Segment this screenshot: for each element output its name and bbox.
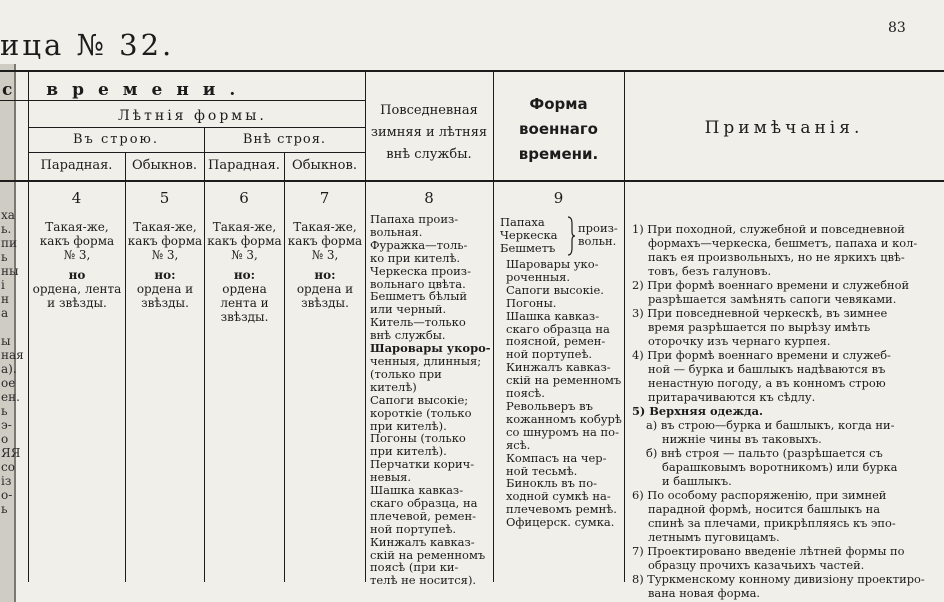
fragment-line: со bbox=[1, 460, 15, 474]
col6-line: звѣзды. bbox=[220, 310, 269, 324]
col9-line: Шашка кавказ- bbox=[506, 308, 600, 323]
col6-line: какъ форма bbox=[207, 234, 282, 248]
col-number-9: 9 bbox=[553, 189, 564, 207]
col6-line: № 3, bbox=[231, 248, 258, 262]
col8-line: скій на ременномъ bbox=[370, 547, 486, 562]
col-parade-1-header: Парадная. bbox=[40, 158, 113, 173]
col4-line: но bbox=[68, 268, 86, 282]
fragment-line: а). bbox=[1, 362, 17, 376]
top-rule bbox=[0, 70, 944, 72]
col8-line: Китель—только bbox=[370, 315, 466, 330]
col8-line: при кителѣ). bbox=[370, 418, 447, 433]
out-ranks-header: Внѣ строя. bbox=[242, 132, 327, 147]
col8-line: при кителѣ). bbox=[370, 444, 447, 459]
col9-line: Шаровары уко- bbox=[506, 257, 599, 271]
note-line: оторочку изъ чернаго курпея. bbox=[648, 334, 831, 348]
fragment-line: ы bbox=[1, 334, 11, 348]
note-line: б) внѣ строя — пальто (разрѣшается съ bbox=[646, 446, 883, 460]
col8-line: Бешметъ бѣлый bbox=[370, 289, 468, 304]
fragment-line: ь. bbox=[1, 222, 12, 236]
col8-line: вольнаго цвѣта. bbox=[370, 276, 466, 291]
col-ordinary-1-header: Обыкнов. bbox=[132, 158, 197, 173]
col9-line: Кинжалъ кавказ- bbox=[506, 360, 611, 375]
col9-line: Офицерск. сумка. bbox=[506, 515, 615, 530]
col8-line: (только при кителѣ) bbox=[370, 366, 442, 394]
note-line: 6) По особому распоряженію, при зимней bbox=[632, 488, 887, 502]
summer-forms-header: Лѣтнія формы. bbox=[118, 108, 267, 124]
col8-line: Кинжалъ кавказ- bbox=[370, 534, 475, 549]
col5-line: но: bbox=[154, 268, 176, 282]
col8-line: скаго образца, на bbox=[370, 495, 478, 510]
col9-line: ной тесьмѣ. bbox=[506, 463, 578, 478]
col8-line: поясѣ (при ки- bbox=[370, 560, 459, 575]
table-title: ица № 32. bbox=[0, 28, 175, 62]
col4-line: № 3, bbox=[63, 248, 91, 262]
note-line: нижніе чины въ таковыхъ. bbox=[662, 432, 822, 446]
col5-content bbox=[127, 220, 203, 310]
col9-brace-items bbox=[500, 216, 570, 255]
col8-line: короткіе (только bbox=[370, 405, 472, 420]
col8-line: вольная. bbox=[370, 224, 423, 239]
fragment-line: ь bbox=[1, 404, 8, 418]
fragment-line: ое bbox=[1, 376, 16, 390]
col4-line: Такая-же, bbox=[45, 220, 109, 234]
col6-line: ордена bbox=[222, 282, 267, 296]
col9-header bbox=[493, 92, 624, 167]
fragment-line: ЯЯ bbox=[1, 446, 21, 460]
fragment-line: о- bbox=[1, 488, 13, 502]
left-margin-fragments bbox=[1, 208, 27, 516]
col8-content bbox=[370, 213, 492, 587]
note-line: 1) При походной, служебной и повседневной bbox=[632, 222, 905, 236]
note-line: летнымъ пуговицамъ. bbox=[648, 530, 780, 544]
col9-line: скаго образца на bbox=[506, 321, 610, 336]
fragment-line: ен. bbox=[1, 390, 20, 404]
col9-header-line: Форма bbox=[529, 95, 588, 113]
col7-content bbox=[286, 220, 364, 310]
col7-line: Такая-же, bbox=[293, 220, 357, 234]
col8-line: Погоны (только bbox=[370, 431, 466, 446]
col8-line: внѣ службы. bbox=[370, 328, 446, 343]
ranks-rule bbox=[28, 152, 365, 153]
col7-line: звѣзды. bbox=[301, 296, 349, 310]
col9-line: Компасъ на чер- bbox=[506, 450, 607, 465]
col7-line: но: bbox=[314, 268, 336, 282]
col-parade-2-header: Парадная. bbox=[208, 158, 280, 173]
fragment-line: э- bbox=[1, 418, 12, 432]
col6-line: лента и bbox=[220, 296, 269, 310]
col9-header-line: военнаго bbox=[519, 120, 598, 138]
col8-line: Фуражка—толь- bbox=[370, 237, 468, 252]
col9-line: ной портупеѣ. bbox=[506, 347, 593, 362]
fragment-line: ны bbox=[1, 264, 19, 278]
col9-line: Погоны. bbox=[506, 295, 557, 310]
section-title: с времени. bbox=[2, 80, 250, 100]
fragment-line: із bbox=[1, 474, 12, 488]
col9-brace-note-line: произ- bbox=[578, 221, 618, 235]
note-line: пакъ ея произвольныхъ, но не яркихъ цвѣ- bbox=[648, 250, 905, 264]
col9-line: со шнуромъ на по- bbox=[506, 424, 619, 439]
col7-line: ордена и bbox=[296, 282, 354, 296]
col9-line: поясной, ремен- bbox=[506, 334, 606, 349]
col8-line: Папаха произ- bbox=[370, 212, 459, 226]
col-number-6: 6 bbox=[239, 189, 249, 207]
note-line: 3) При повседневной черкескѣ, въ зимнее bbox=[632, 306, 888, 320]
col8-line: ченныя, длинныя; bbox=[370, 353, 482, 368]
col5-line: № 3, bbox=[151, 248, 179, 262]
col5-line: звѣзды. bbox=[141, 296, 189, 310]
col8-header-line: Повседневная bbox=[380, 103, 478, 118]
fragment-line: н bbox=[1, 292, 9, 306]
col8-line: Шаровары укоро- bbox=[370, 341, 491, 356]
note-line: 8) Туркменскому конному дивизіону проектиро- bbox=[632, 572, 925, 586]
col-rule-a bbox=[28, 72, 29, 582]
col8-line: Перчатки корич- bbox=[370, 457, 475, 472]
col9-brace-note-line: вольн. bbox=[578, 234, 617, 248]
col8-line: Шашка кавказ- bbox=[370, 483, 464, 498]
section-rule bbox=[0, 100, 365, 101]
fragment-line: пи bbox=[1, 236, 17, 250]
col8-line: или черный. bbox=[370, 302, 447, 317]
col9-brace-note bbox=[578, 222, 624, 248]
fragment-line: ь bbox=[1, 502, 8, 516]
col9-brace-item: Папаха bbox=[500, 215, 545, 229]
col9-line: Револьверъ въ bbox=[506, 398, 593, 413]
col5-line: какъ форма bbox=[127, 234, 203, 248]
note-line: и башлыкъ. bbox=[662, 474, 732, 488]
fragment-line: ная bbox=[1, 348, 24, 362]
col4-content bbox=[30, 220, 124, 310]
note-line: формахъ—черкеска, бешметъ, папаха и кол- bbox=[648, 236, 918, 250]
notes-content bbox=[632, 222, 942, 600]
note-line: спинѣ за плечами, прикрѣпляясь къ эпо- bbox=[648, 516, 896, 530]
col7-line: какъ форма bbox=[287, 234, 363, 248]
col9-line: ясѣ. bbox=[506, 437, 531, 452]
col-rule-b bbox=[125, 152, 126, 582]
col-number-8: 8 bbox=[424, 189, 434, 207]
col9-brace-mark bbox=[566, 216, 576, 256]
col7-line: № 3, bbox=[311, 248, 339, 262]
col9-line: роченныя. bbox=[506, 269, 571, 284]
col5-line: ордена и bbox=[136, 282, 194, 296]
summer-rule bbox=[28, 127, 365, 128]
note-line: разрѣшается замѣнять сапоги чевяками. bbox=[648, 292, 897, 306]
col6-line: но: bbox=[233, 268, 256, 282]
header-bottom-rule-left bbox=[0, 180, 624, 182]
page-number: 83 bbox=[888, 20, 906, 36]
fragment-line: о bbox=[1, 432, 9, 446]
col9-brace-item: Бешметъ bbox=[500, 241, 556, 255]
note-line: а) въ строю—бурка и башлыкъ, когда ни- bbox=[646, 418, 895, 432]
col9-header-line: времени. bbox=[518, 145, 599, 163]
col-number-4: 4 bbox=[71, 189, 82, 207]
fragment-line: ха bbox=[1, 208, 15, 222]
col4-line: ордена, лента bbox=[32, 282, 122, 296]
note-line: вана новая форма. bbox=[648, 586, 761, 600]
note-line: ненастную погоду, а въ конномъ строю bbox=[648, 376, 886, 390]
col9-content bbox=[506, 258, 624, 529]
col9-line: Бинокль въ по- bbox=[506, 476, 598, 491]
col9-line: скій на ременномъ bbox=[506, 373, 622, 388]
col-number-7: 7 bbox=[319, 189, 330, 207]
col-number-5: 5 bbox=[159, 189, 170, 207]
col8-line: невыя. bbox=[370, 470, 412, 485]
col8-line: ной портупеѣ. bbox=[370, 521, 457, 536]
fragment-line: ь bbox=[1, 250, 8, 264]
note-line: образцу прочихъ казачьихъ частей. bbox=[648, 558, 865, 572]
fragment-line: і bbox=[1, 278, 5, 292]
note-line: барашковымъ воротникомъ) или бурка bbox=[662, 460, 898, 474]
col4-line: какъ форма bbox=[39, 234, 115, 248]
note-line: 5) Верхняя одежда. bbox=[632, 404, 763, 418]
note-line: парадной формѣ, носится башлыкъ на bbox=[648, 502, 880, 516]
note-line: ной — бурка и башлыкъ надѣваются въ bbox=[648, 362, 886, 376]
col9-line: кожанномъ кобурѣ bbox=[506, 411, 622, 426]
note-line: притарачиваются къ сѣдлу. bbox=[648, 390, 816, 404]
col6-content bbox=[206, 220, 283, 324]
col9-line: поясѣ. bbox=[506, 386, 545, 401]
col9-line: ходной сумкѣ на- bbox=[506, 489, 611, 504]
col8-line: телѣ не носится). bbox=[370, 573, 477, 588]
col-ordinary-2-header: Обыкнов. bbox=[292, 158, 357, 173]
col-rule-d bbox=[284, 152, 285, 582]
col8-line: плечевой, ремен- bbox=[370, 508, 477, 523]
note-line: 2) При формѣ военнаго времени и служебной bbox=[632, 278, 910, 292]
col8-line: Черкеска произ- bbox=[370, 263, 471, 278]
note-line: 4) При формѣ военнаго времени и служеб- bbox=[632, 348, 891, 362]
header-bottom-rule-right bbox=[624, 180, 944, 182]
col8-line: ко при кителѣ. bbox=[370, 250, 461, 265]
col9-brace-item: Черкеска bbox=[500, 228, 558, 242]
col6-line: Такая-же, bbox=[212, 220, 277, 234]
in-ranks-header: Въ строю. bbox=[72, 132, 160, 147]
col-rule-g bbox=[624, 72, 625, 582]
col4-line: и звѣзды. bbox=[47, 296, 107, 310]
col8-header-line: внѣ службы. bbox=[386, 147, 472, 162]
col8-header bbox=[365, 100, 493, 166]
col8-header-line: зимняя и лѣтняя bbox=[370, 125, 488, 140]
col5-line: Такая-же, bbox=[133, 220, 197, 234]
note-line: время разрѣшается по вырѣзу имѣть bbox=[648, 320, 871, 334]
notes-header: Примѣчанія. bbox=[704, 118, 864, 138]
note-line: товъ, безъ галуновъ. bbox=[648, 264, 772, 278]
fragment-line: а bbox=[1, 306, 9, 320]
col9-line: плечевомъ ремнѣ. bbox=[506, 502, 617, 517]
note-line: 7) Проектировано введеніе лѣтней формы по bbox=[632, 544, 905, 558]
col8-line: Сапоги высокіе; bbox=[370, 392, 469, 407]
col9-line: Сапоги высокіе. bbox=[506, 282, 604, 297]
